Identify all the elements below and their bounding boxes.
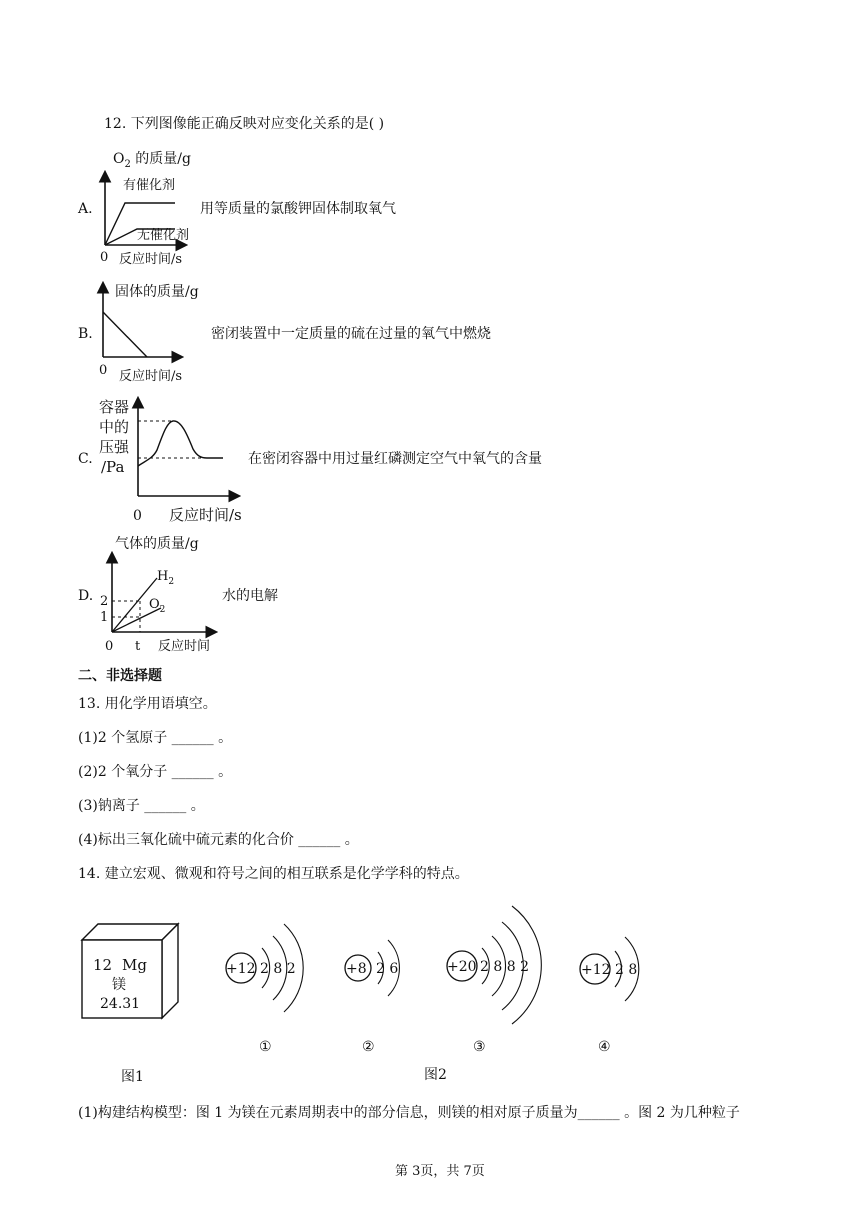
svg-text:0: 0 xyxy=(105,639,114,654)
fig2-caption: 图2 xyxy=(424,1067,447,1083)
svg-text:压强: 压强 xyxy=(99,438,130,456)
svg-text:12: 12 xyxy=(93,956,113,974)
option-c-graph xyxy=(95,394,255,529)
atom-2-label: ② xyxy=(362,1039,375,1055)
svg-text:气体的质量/g: 气体的质量/g xyxy=(115,536,199,552)
svg-text:反应时间: 反应时间 xyxy=(158,639,211,654)
option-b-desc: 密闭装置中一定质量的硫在过量的氧气中燃烧 xyxy=(211,326,491,342)
svg-text:/Pa: /Pa xyxy=(101,458,125,476)
svg-text:t: t xyxy=(135,639,141,654)
q13-item-2: (2)2 个氧分子 ______ 。 xyxy=(78,764,233,780)
svg-text:2 8 2: 2 8 2 xyxy=(260,961,296,977)
atom-3-label: ③ xyxy=(473,1039,486,1055)
q13-stem: 13. 用化学用语填空。 xyxy=(78,696,217,712)
atom-1-label: ① xyxy=(259,1039,272,1055)
svg-text:反应时间/s: 反应时间/s xyxy=(119,252,183,267)
svg-text:24.31: 24.31 xyxy=(100,996,141,1012)
svg-text:有催化剂: 有催化剂 xyxy=(123,178,176,193)
option-d-desc: 水的电解 xyxy=(222,588,278,604)
option-d-label: D. xyxy=(78,588,94,604)
atom-4-diagram xyxy=(575,925,655,1015)
svg-text:固体的质量/g: 固体的质量/g xyxy=(115,284,199,300)
fig1-caption: 图1 xyxy=(121,1069,144,1085)
atom-4-label: ④ xyxy=(598,1039,611,1055)
svg-text:Mg: Mg xyxy=(122,956,147,974)
option-a-desc: 用等质量的氯酸钾固体制取氧气 xyxy=(200,201,396,217)
svg-text:镁: 镁 xyxy=(112,977,126,993)
q12-stem: 12. 下列图像能正确反映对应变化关系的是( ) xyxy=(104,116,385,132)
q13-item-1: (1)2 个氢原子 ______ 。 xyxy=(78,730,233,746)
svg-text:+8: +8 xyxy=(346,961,367,977)
svg-text:+20: +20 xyxy=(447,959,477,975)
svg-text:反应时间/s: 反应时间/s xyxy=(169,506,242,524)
q13-item-4: (4)标出三氧化硫中硫元素的化合价 ______ 。 xyxy=(78,832,359,848)
q14-stem: 14. 建立宏观、微观和符号之间的相互联系是化学学科的特点。 xyxy=(78,866,469,882)
q14-part1: (1)构建结构模型：图 1 为镁在元素周期表中的部分信息，则镁的相对原子质量为______ 。图 2 为几种粒子 xyxy=(78,1105,740,1121)
option-c-label: C. xyxy=(78,451,93,467)
svg-text:反应时间/s: 反应时间/s xyxy=(119,369,183,384)
option-d-graph xyxy=(95,530,235,656)
option-c-desc: 在密闭容器中用过量红磷测定空气中氧气的含量 xyxy=(248,451,542,467)
svg-text:1: 1 xyxy=(100,610,109,625)
section-title: 二、非选择题 xyxy=(78,668,162,684)
svg-text:无催化剂: 无催化剂 xyxy=(137,228,190,243)
option-a-label: A. xyxy=(78,201,93,217)
svg-text:2 8 8 2: 2 8 8 2 xyxy=(480,959,529,975)
svg-text:0: 0 xyxy=(99,363,108,378)
svg-text:+12: +12 xyxy=(581,962,611,978)
svg-text:2 6: 2 6 xyxy=(376,961,399,977)
atom-1-diagram xyxy=(220,912,310,1022)
svg-text:容器: 容器 xyxy=(99,398,130,416)
page-footer: 第 3页，共 7页 xyxy=(395,1164,485,1179)
svg-text:中的: 中的 xyxy=(99,418,130,436)
svg-text:O2: $O_2$ xyxy=(149,597,166,615)
atom-3-diagram xyxy=(440,900,550,1025)
svg-text:+12: +12 xyxy=(226,961,256,977)
q13-item-3: (3)钠离子 ______ 。 xyxy=(78,798,205,814)
atom-2-diagram xyxy=(340,930,420,1010)
svg-text:H2: $H_2$ xyxy=(157,569,175,587)
svg-text:2 8: 2 8 xyxy=(615,962,638,978)
svg-text:0: 0 xyxy=(100,250,109,265)
svg-text:O2 的质量/g: $O_2$ 的质量/g xyxy=(113,151,191,170)
svg-text:2: 2 xyxy=(100,594,109,609)
svg-text:0: 0 xyxy=(133,508,142,524)
option-b-label: B. xyxy=(78,326,93,342)
element-cell-figure xyxy=(78,922,188,1022)
